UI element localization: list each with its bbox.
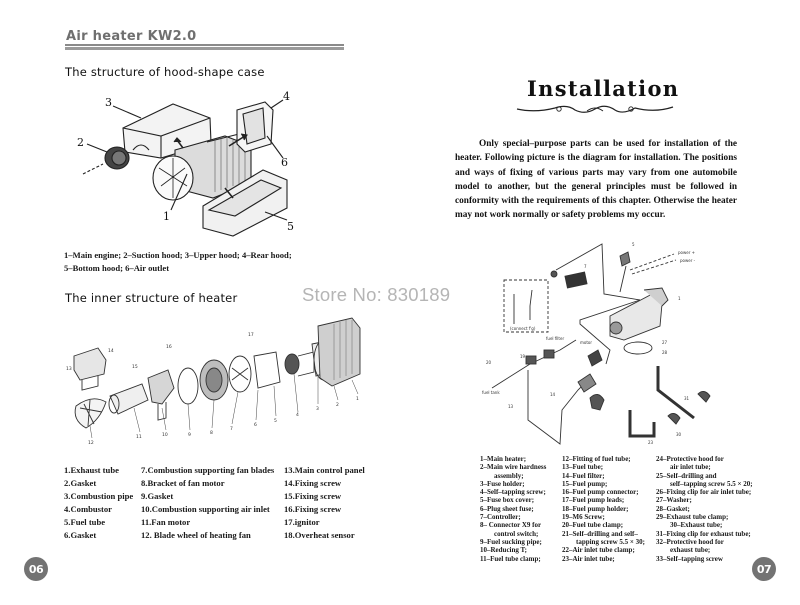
legend-item: 27–Washer; (656, 496, 692, 505)
installation-diagram (480, 240, 730, 450)
legend-item: 4–Self–tapping screw; (480, 488, 546, 497)
legend-item-continuation: exhaust tube; (670, 546, 711, 555)
legend-item: 10–Reducing T; (480, 546, 527, 555)
svg-text:3: 3 (105, 96, 112, 109)
svg-text:5: 5 (632, 242, 635, 247)
legend-item: 26–Fixing clip for air inlet tube; (656, 488, 752, 497)
svg-text:20: 20 (486, 360, 492, 365)
manual-header-title: Air heater KW2.0 (66, 29, 197, 44)
page-number-badge-right: 07 (752, 557, 776, 581)
legend-item-continuation: assembly; (494, 471, 524, 480)
legend-column-3 (284, 464, 365, 543)
legend-column-1 (480, 455, 546, 563)
installation-intro-paragraph (455, 137, 737, 223)
legend-item: 18–Fuel pump holder; (562, 504, 629, 513)
svg-text:23: 23 (648, 440, 654, 445)
legend-item: 9.Gasket (141, 491, 174, 502)
legend-item-continuation: control switch; (494, 529, 539, 538)
legend-item: 1–Main heater; (480, 455, 527, 463)
svg-text:8: 8 (210, 431, 213, 436)
svg-text:1: 1 (356, 397, 359, 402)
svg-text:30: 30 (676, 432, 682, 437)
hood-parts-caption (64, 249, 364, 275)
label-fuel-filter: fuel filter (546, 336, 565, 341)
legend-item: 13–Fuel tube; (562, 463, 604, 472)
svg-text:28: 28 (662, 350, 668, 355)
svg-text:11: 11 (136, 435, 142, 440)
legend-item: 12–Fitting of fuel tube; (562, 455, 631, 463)
legend-item: 18.Overheat sensor (284, 530, 355, 541)
legend-item: 23–Air inlet tube; (562, 554, 615, 563)
svg-text:15: 15 (132, 365, 138, 370)
legend-item: 31–Fixing clip for exhaust tube; (656, 529, 751, 538)
legend-item: 9–Fuel sucking pipe; (480, 537, 542, 546)
legend-item: 7.Combustion supporting fan blades (141, 465, 275, 475)
svg-text:9: 9 (188, 433, 191, 438)
svg-text:2: 2 (336, 403, 339, 408)
label-motor: motor (580, 340, 593, 345)
svg-text:6: 6 (254, 423, 257, 428)
svg-text:7: 7 (584, 264, 587, 269)
svg-text:19: 19 (520, 354, 526, 359)
legend-column-2 (562, 455, 645, 563)
svg-text:6: 6 (281, 156, 288, 169)
section-title-inner-structure: The inner structure of heater (65, 291, 238, 305)
caption-line: 1–Main engine; 2–Suction hood; 3–Upper hood; 4–Rear hood; (64, 250, 292, 260)
svg-text:27: 27 (662, 340, 668, 345)
svg-text:17: 17 (248, 333, 254, 338)
legend-item: 2–Main wire hardness (480, 463, 547, 472)
legend-item: 5–Fuse box cover; (480, 496, 535, 505)
svg-text:5: 5 (287, 220, 294, 233)
label-connect-fig: (connect f'g) (510, 326, 536, 331)
legend-item: 20–Fuel tube clamp; (562, 521, 624, 530)
legend-column-1 (64, 464, 133, 543)
title-flourish-ornament (515, 101, 675, 117)
legend-item: 16.Fixing screw (284, 504, 342, 515)
legend-column-2 (141, 464, 274, 543)
page-number-badge-left: 06 (24, 557, 48, 581)
legend-item: 33–Self–tapping screw (656, 554, 723, 563)
svg-text:10: 10 (162, 433, 168, 438)
legend-item: 8– Connector X9 for (480, 521, 542, 530)
section-title-hood-structure: The structure of hood-shape case (65, 65, 265, 79)
legend-item: 11–Fuel tube clamp; (480, 554, 541, 563)
svg-text:16: 16 (166, 345, 172, 350)
legend-item: 15.Fixing screw (284, 491, 342, 502)
legend-item: 2.Gasket (64, 478, 97, 489)
svg-text:13: 13 (66, 367, 72, 372)
hood-case-exploded-diagram (75, 88, 305, 238)
legend-item: 32–Protective hood for (656, 537, 724, 546)
caption-line: 5–Bottom hood; 6–Air outlet (64, 263, 170, 273)
legend-item: 14–Fuel filter; (562, 471, 605, 480)
svg-text:1: 1 (163, 210, 170, 223)
legend-item: 3.Combustion pipe (64, 491, 134, 502)
legend-item: 29–Exhaust tube clamp; (656, 513, 729, 522)
svg-text:4: 4 (283, 90, 290, 103)
svg-text:14: 14 (108, 349, 114, 354)
legend-item-continuation: self–tapping screw 5.5 × 20; (670, 479, 753, 488)
legend-item: 13.Main control panel (284, 465, 365, 475)
svg-text:3: 3 (316, 407, 319, 412)
legend-item: 24–Protective hood for (656, 455, 724, 463)
installation-title: Installation (527, 76, 680, 101)
intro-text: Only special–purpose parts can be used for installation of the heater. Following picture is the diagram for installation. The positions and ways of fixing of various parts may vary from one automobile model to another, but the general principles must be followed in conformity with the requirements of this chapter. Otherwise the heater may not work normally or safety problems my occur. (455, 139, 737, 221)
legend-item: 12. Blade wheel of heating fan (141, 530, 251, 541)
legend-item: 16–Fuel pump connector; (562, 488, 639, 497)
legend-item: 14.Fixing screw (284, 478, 342, 489)
legend-item: 1.Exhaust tube (64, 465, 119, 475)
legend-item: 3–Fuse holder; (480, 479, 525, 488)
svg-text:4: 4 (296, 413, 299, 418)
legend-item: 19–M6 Screw; (562, 513, 605, 522)
svg-text:12: 12 (88, 441, 94, 446)
legend-item: 6.Gasket (64, 530, 97, 541)
legend-item: 11.Fan motor (141, 517, 191, 528)
header-rule-thick (65, 47, 344, 50)
label-fuel-tank: fuel tank (482, 390, 500, 395)
legend-item: 4.Combustor (64, 504, 112, 515)
legend-item: 10.Combustion supporting air inlet (141, 504, 270, 515)
label-power-plus: power + (678, 250, 695, 255)
legend-item: 28–Gasket; (656, 504, 690, 513)
legend-item-continuation: air inlet tube; (670, 463, 711, 472)
svg-text:1: 1 (678, 296, 681, 301)
legend-item: 5.Fuel tube (64, 517, 106, 528)
legend-item: 25–Self–drilling and (656, 471, 717, 480)
legend-item: 7–Controller; (480, 513, 521, 522)
legend-item: 30–Exhaust tube; (670, 521, 723, 530)
legend-item: 22–Air inlet tube clamp; (562, 546, 635, 555)
svg-text:14: 14 (550, 392, 556, 397)
legend-column-3 (656, 455, 753, 563)
legend-item: 17.ignitor (284, 517, 320, 528)
legend-item: 17–Fuel pump leads; (562, 496, 625, 505)
svg-text:2: 2 (77, 136, 84, 149)
legend-item: 21–Self–drilling and self– (562, 529, 638, 538)
legend-item: 15–Fuel pump; (562, 479, 608, 488)
label-power-minus: power - (680, 258, 696, 263)
svg-text:13: 13 (508, 404, 514, 409)
header-rule (65, 44, 344, 46)
legend-item: 8.Bracket of fan motor (141, 478, 225, 489)
svg-text:5: 5 (274, 419, 277, 424)
inner-structure-exploded-diagram (62, 308, 362, 448)
svg-text:31: 31 (684, 396, 690, 401)
legend-item-continuation: tapping screw 5.5 × 30; (576, 537, 645, 546)
store-watermark: Store No: 830189 (302, 284, 451, 305)
svg-text:7: 7 (230, 427, 233, 432)
legend-item: 6–Plug sheet fuse; (480, 504, 534, 513)
